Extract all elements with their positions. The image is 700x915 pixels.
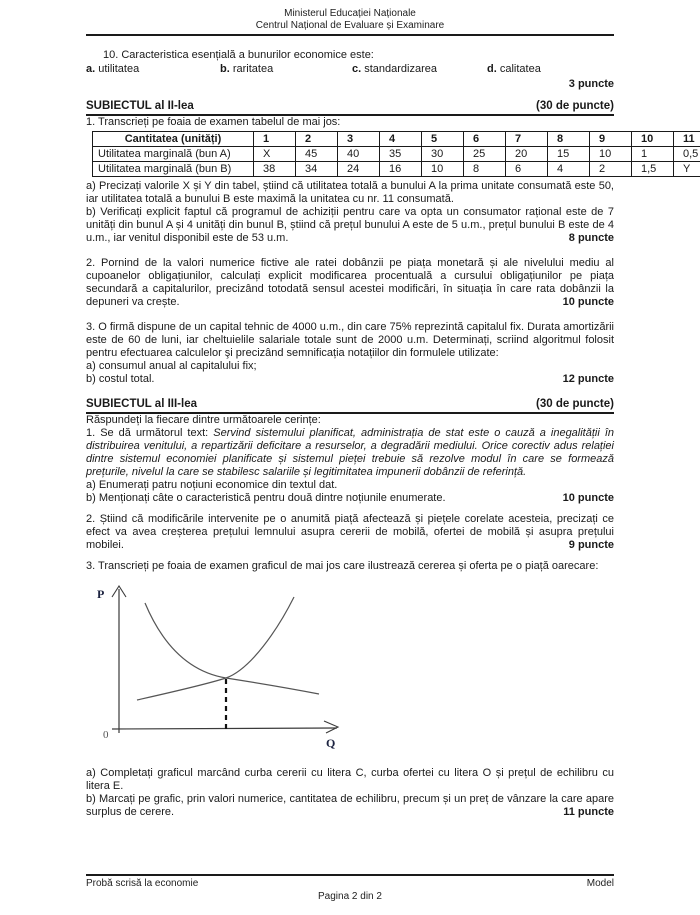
subject2-q3-part-b-text: b) costul total.	[86, 373, 155, 385]
subject2-points: (30 de puncte)	[536, 100, 614, 112]
subject3-heading	[86, 398, 614, 414]
subject3-q3-intro: 3. Transcrieți pe foaia de examen graficul de mai jos care ilustrează cererea și oferta pe o piață oarecare:	[86, 560, 599, 572]
row-a-cell: 40	[338, 147, 380, 162]
subject3-q3-part-b	[86, 793, 614, 819]
table-row-bun-a	[93, 147, 700, 162]
row-a-cell: 35	[380, 147, 422, 162]
option-c	[352, 63, 487, 76]
table-header-cell: 1	[254, 132, 296, 147]
row-a-cell: 1	[632, 147, 674, 162]
subject3-intro: Răspundeți la fiecare dintre următoarele cerințe:	[86, 414, 321, 426]
row-b-cell: 10	[422, 162, 464, 177]
row-b-cell: 8	[464, 162, 506, 177]
option-b-label: raritatea	[229, 63, 274, 75]
subject3-q1-part-b-text: b) Menționați câte o caracteristică pentru două dintre noțiunile enumerate.	[86, 492, 446, 504]
subject3-q1-part-b	[86, 492, 614, 505]
table-header-quantity: Cantitatea (unități)	[93, 132, 254, 147]
q-axis	[112, 728, 337, 729]
row-b-cell: 1,5	[632, 162, 674, 177]
supply-demand-graph	[88, 581, 614, 759]
subject2-title: SUBIECTUL al II-lea	[86, 100, 194, 112]
marginal-utility-table	[92, 131, 700, 177]
row-a-cell: 45	[296, 147, 338, 162]
option-b-letter: b.	[220, 63, 230, 75]
supply-demand-graph-svg	[88, 581, 350, 759]
row-b-label: Utilitatea marginală (bun B)	[93, 162, 254, 177]
subject3-q1-part-a: a) Enumerați patru noțiuni economice din textul dat.	[86, 479, 338, 491]
subject3-q1-points: 10 puncte	[562, 492, 614, 504]
subject2-heading	[86, 100, 614, 116]
option-d	[487, 63, 614, 76]
option-c-letter: c.	[352, 63, 362, 75]
table-header-cell: 8	[548, 132, 590, 147]
subject3-q1	[86, 427, 614, 479]
row-a-cell: 10	[590, 147, 632, 162]
q-axis-arrow-icon	[324, 721, 338, 733]
subject2-q1-intro: 1. Transcrieți pe foaia de examen tabelul de mai jos:	[86, 116, 341, 128]
row-b-cell: 34	[296, 162, 338, 177]
document-footer	[86, 874, 614, 903]
row-b-cell: Y	[674, 162, 700, 177]
row-a-cell: 30	[422, 147, 464, 162]
table-header-row	[93, 132, 700, 147]
footer-page-number: Pagina 2 din 2	[318, 891, 382, 902]
subject2-q3	[86, 321, 614, 360]
document-header	[86, 8, 614, 36]
row-a-cell: X	[254, 147, 296, 162]
question-10-options	[86, 63, 614, 76]
p-axis-label: P	[97, 587, 105, 601]
table-header-cell: 11	[674, 132, 700, 147]
row-b-cell: 4	[548, 162, 590, 177]
subject3-q2	[86, 513, 614, 552]
subject2-q3-text: 3. O firmă dispune de un capital tehnic de 4000 u.m., din care 75% reprezintă capitalul fix. Durata amortizării este de 60 de luni, iar cheltuielile salariale totale sunt de 2000 u.m. Determinați, scriind algoritmul folosit pentru efectuarea calculelor şi precizând semnificația notațiilor din formulele utilizate:	[86, 321, 614, 359]
subject3-q3-points: 11 puncte	[563, 806, 614, 818]
subject2-q1-points: 8 puncte	[568, 232, 614, 244]
center-name: Centrul Național de Evaluare și Examinare	[255, 19, 445, 31]
subject2-q3-part-a: a) consumul anual al capitalului fix;	[86, 360, 257, 372]
ministry-name: Ministerul Educației Naționale	[284, 8, 416, 19]
option-c-label: standardizarea	[361, 63, 438, 75]
subject3-q3-part-a-text: a) Completați graficul marcând curba cererii cu litera C, curba ofertei cu litera O și prețul de echilibru cu litera E.	[86, 767, 614, 792]
footer-row	[86, 876, 614, 890]
row-a-cell: 15	[548, 147, 590, 162]
row-b-cell: 38	[254, 162, 296, 177]
option-a	[86, 63, 220, 76]
subject3-title: SUBIECTUL al III-lea	[86, 398, 197, 410]
subject2-q1-part-a-text: a) Precizați valorile X și Y din tabel, știind că utilitatea totală a bunului A la prima unitate consumată este 50, iar utilitatea totală a bunului B este maximă la unitatea cu nr. 11 consumată.	[86, 180, 614, 205]
option-a-letter: a.	[86, 63, 96, 75]
subject2-q1-part-a	[86, 180, 614, 206]
row-a-cell: 25	[464, 147, 506, 162]
subject3-q1-quote: Servind sistemului planificat, administrația de stat este o cauză a inegalității în distribuirea venitului, a repartizării deficitare a resurselor, a degradării mediului. Orice corectiv adus relației dintre sistemul economiei planificate și sistemul pieței trebuie să rezolve modul în care se formează prețurile, nivelul la care se stabilesc salariile și legitimitatea impunerii dobânzii de referință.	[86, 427, 615, 478]
question-10-text: 10. Caracteristica esențială a bunurilor economice este:	[103, 49, 374, 61]
row-b-cell: 24	[338, 162, 380, 177]
table-header-cell: 7	[506, 132, 548, 147]
row-b-cell: 2	[590, 162, 632, 177]
subject2-q1-part-b	[86, 206, 614, 245]
option-b	[220, 63, 352, 76]
row-a-label: Utilitatea marginală (bun A)	[93, 147, 254, 162]
table-header-cell: 9	[590, 132, 632, 147]
option-d-letter: d.	[487, 63, 497, 75]
table-header-cell: 5	[422, 132, 464, 147]
subject2-q1-part-b-text: b) Verificați explicit faptul că programul de achiziții pentru care va opta un consumator rațional este de 7 unități din bunul A și 4 unități din bunul B, știind că prețul bunului A este de 5 u.m., prețul bunului B este de 4 u.m., iar venitul disponibil este de 53 u.m.	[86, 206, 614, 244]
subject3-q2-text: 2. Știind că modificările intervenite pe o anumită piață afectează și piețele corelate acesteia, precizați ce efect va avea creșterea prețului lemnului asupra cererii de mobilă, ofertei de mobilă și asupra prețului mobilei.	[86, 513, 614, 551]
footer-model-label: Model	[586, 878, 614, 889]
subject3-q2-points: 9 puncte	[568, 539, 614, 551]
table-header-cell: 10	[632, 132, 674, 147]
subject2-q3-points: 12 puncte	[562, 373, 614, 385]
option-a-label: utilitatea	[95, 63, 140, 75]
subject2-q2-text: 2. Pornind de la valori numerice fictive ale ratei dobânzii pe piața monetară și ale nivelului mediu al cupoanelor obligațiunilor, calculați explicit modificarea procentuală a cursului obligațiunilor pe piața secundară a capitalurilor, precizând totodată sensul acestei modificări, în situația în care rata dobânzii la depuneri va crește.	[86, 257, 614, 308]
subject2-q3-part-b	[86, 373, 614, 386]
table-header-cell: 2	[296, 132, 338, 147]
footer-exam-name: Probă scrisă la economie	[86, 878, 199, 889]
table-header-cell: 6	[464, 132, 506, 147]
table-header-cell: 4	[380, 132, 422, 147]
origin-label: 0	[103, 729, 109, 741]
row-a-cell: 20	[506, 147, 548, 162]
demand-curve	[145, 603, 319, 694]
row-b-cell: 16	[380, 162, 422, 177]
subject3-points: (30 de puncte)	[536, 398, 614, 410]
question-10-points: 3 puncte	[568, 78, 614, 90]
subject3-q3-part-a	[86, 767, 614, 793]
option-d-label: calitatea	[496, 63, 541, 75]
supply-curve	[137, 597, 294, 700]
row-b-cell: 6	[506, 162, 548, 177]
subject3-q1-lead: 1. Se dă următorul text:	[86, 427, 214, 439]
row-a-cell: 0,5	[674, 147, 700, 162]
subject3-q3-part-b-text: b) Marcați pe grafic, prin valori numerice, cantitatea de echilibru, precum și un preț de vânzare la care apare surplus de cerere.	[86, 793, 614, 818]
subject2-q2	[86, 257, 614, 309]
table-header-cell: 3	[338, 132, 380, 147]
subject2-q2-points: 10 puncte	[562, 296, 614, 308]
table-row-bun-b	[93, 162, 700, 177]
q-axis-label: Q	[326, 736, 336, 750]
